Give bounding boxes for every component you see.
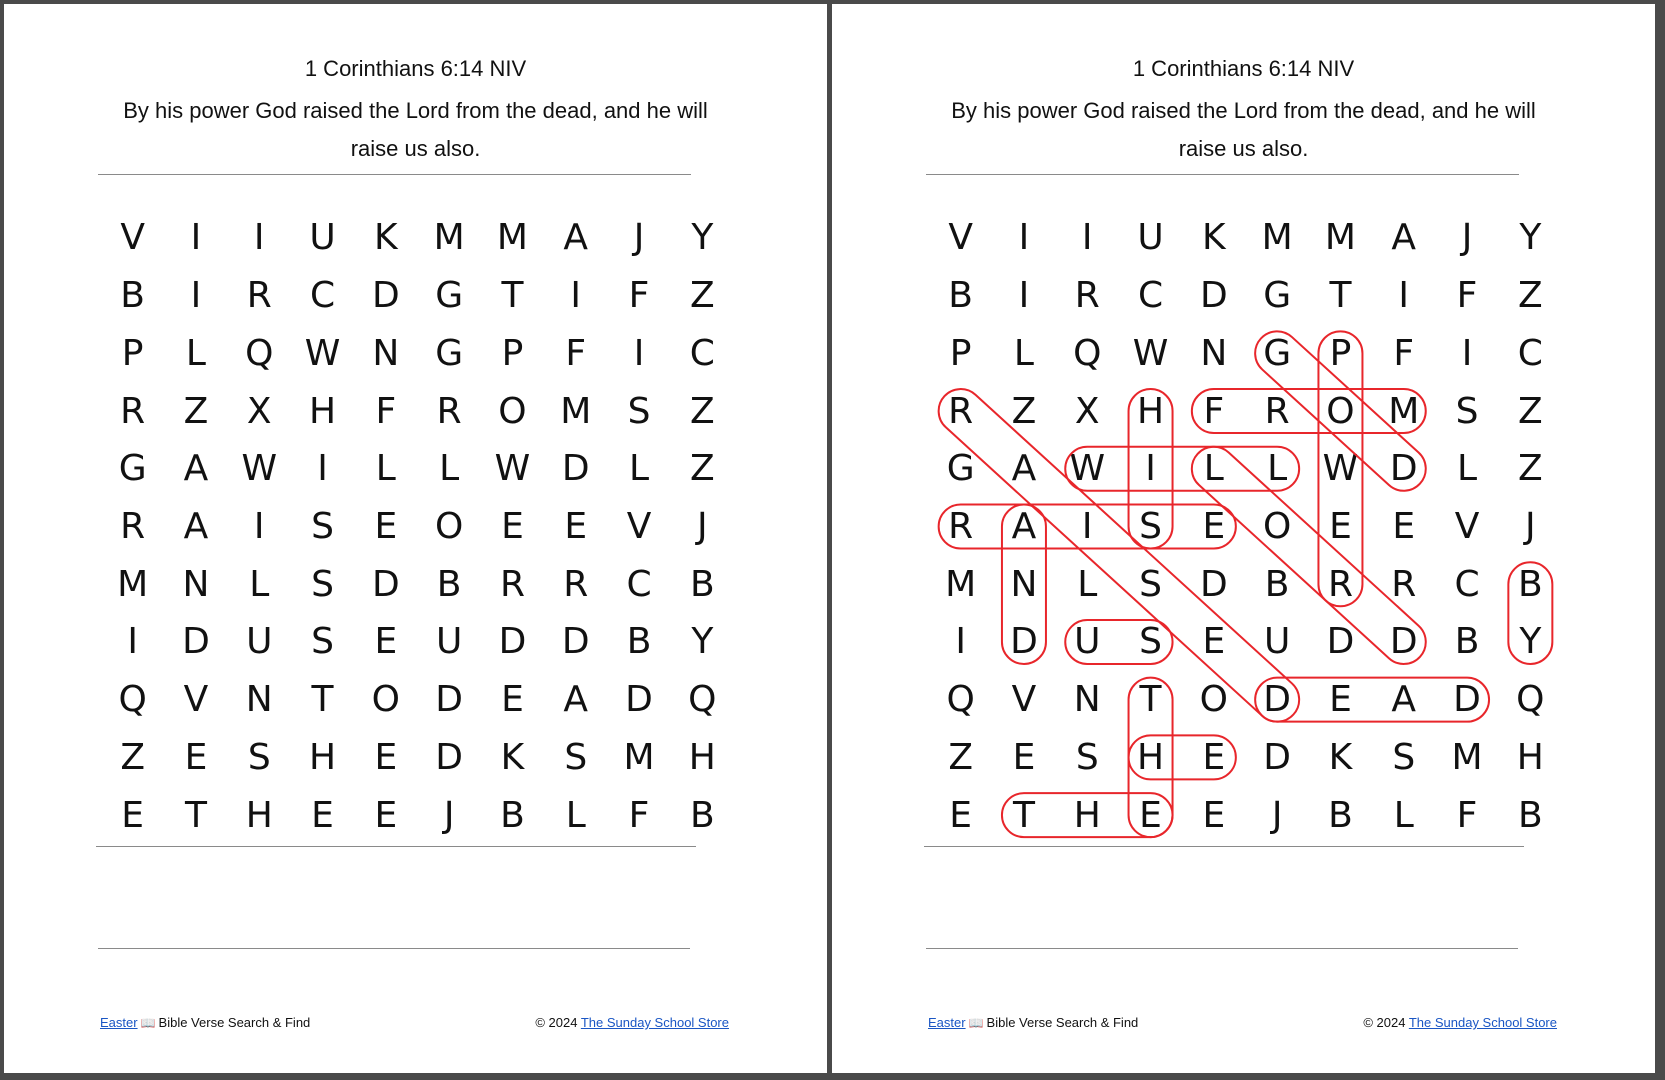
grid-letter: K bbox=[500, 736, 525, 778]
grid-letter: M bbox=[433, 217, 465, 259]
grid-letter: P bbox=[121, 332, 144, 374]
grid-letter: I bbox=[1145, 448, 1156, 490]
grid-letter: D bbox=[1199, 275, 1228, 317]
grid-letter: E bbox=[1329, 505, 1352, 547]
grid-letter: H bbox=[309, 736, 337, 778]
grid-letter: T bbox=[501, 275, 524, 317]
grid-letter: A bbox=[183, 505, 209, 547]
grid-letter: S bbox=[311, 563, 334, 605]
grid-letter: C bbox=[309, 275, 336, 317]
grid-letter: D bbox=[1199, 563, 1228, 605]
top-divider bbox=[98, 174, 691, 175]
grid-letter: F bbox=[565, 332, 587, 374]
grid-letter: E bbox=[1202, 794, 1226, 836]
grid-letter: J bbox=[1271, 794, 1283, 836]
grid-letter: D bbox=[1263, 679, 1291, 721]
grid-letter: I bbox=[570, 275, 582, 317]
grid-letter: G bbox=[118, 448, 147, 490]
grid-letter: E bbox=[374, 505, 398, 547]
grid-letter: S bbox=[311, 621, 334, 663]
grid-letter: Q bbox=[946, 679, 975, 721]
grid-letter: D bbox=[1389, 621, 1418, 663]
grid-letter: T bbox=[1012, 794, 1035, 836]
grid-letter: E bbox=[1392, 505, 1416, 547]
grid-letter: Z bbox=[183, 390, 209, 432]
grid-letter: F bbox=[1456, 794, 1478, 836]
grid-letter: E bbox=[1202, 621, 1226, 663]
grid-letter: E bbox=[1202, 736, 1226, 778]
grid-letter: R bbox=[120, 390, 146, 432]
grid-letter: R bbox=[1074, 275, 1100, 317]
grid-letter: D bbox=[1263, 736, 1291, 778]
grid-letter: D bbox=[371, 563, 400, 605]
copyright: © 2024 bbox=[1363, 1015, 1406, 1030]
grid-letter: W bbox=[241, 448, 278, 490]
grid-letter: Y bbox=[691, 621, 714, 663]
grid-letter: F bbox=[375, 390, 397, 432]
grid-letter: U bbox=[435, 621, 463, 663]
book-icon: 📖 bbox=[968, 1016, 984, 1030]
verse-text: By his power God raised the Lord from the dead, and he will raise us also. bbox=[951, 98, 1536, 161]
grid-letter: F bbox=[1393, 332, 1415, 374]
grid-letter: I bbox=[1081, 505, 1093, 547]
grid-letter: A bbox=[563, 679, 589, 721]
grid-letter: J bbox=[633, 217, 645, 259]
grid-letter: E bbox=[374, 736, 398, 778]
grid-letter: R bbox=[120, 505, 146, 547]
grid-letter: R bbox=[246, 275, 272, 317]
easter-link[interactable]: Easter bbox=[100, 1015, 138, 1030]
verse-reference: 1 Corinthians 6:14 NIV bbox=[1132, 56, 1355, 81]
grid-letter: H bbox=[1516, 736, 1544, 778]
grid-letter: A bbox=[563, 217, 589, 259]
grid-letter: N bbox=[1010, 563, 1038, 605]
grid-letter: E bbox=[564, 505, 588, 547]
grid-letter: L bbox=[1457, 448, 1478, 490]
grid-letter: S bbox=[1139, 505, 1162, 547]
easter-link[interactable]: Easter bbox=[928, 1015, 966, 1030]
grid-letter: W bbox=[1322, 448, 1359, 490]
puzzle-page bbox=[4, 4, 827, 1073]
grid-letter: P bbox=[1329, 332, 1352, 374]
grid-letter: D bbox=[498, 621, 527, 663]
grid-letter: J bbox=[1461, 217, 1473, 259]
grid-letter: N bbox=[182, 563, 210, 605]
grid-letter: I bbox=[317, 448, 328, 490]
grid-letter: E bbox=[1139, 794, 1162, 836]
grid-letter: B bbox=[689, 794, 715, 836]
top-divider bbox=[926, 174, 1519, 175]
grid-letter: R bbox=[436, 390, 462, 432]
grid-letter: L bbox=[1077, 563, 1098, 605]
grid-letter: E bbox=[501, 505, 524, 547]
grid-letter: Y bbox=[691, 217, 714, 259]
grid-letter: M bbox=[945, 563, 977, 605]
bottom-divider bbox=[96, 846, 696, 847]
footer-divider bbox=[98, 948, 690, 949]
grid-letter: J bbox=[443, 794, 455, 836]
grid-letter: E bbox=[311, 794, 334, 836]
grid-letter: F bbox=[1203, 390, 1225, 432]
grid-letter: R bbox=[499, 563, 525, 605]
grid-letter: U bbox=[246, 621, 273, 663]
grid-letter: Y bbox=[1519, 217, 1542, 259]
grid-letter: S bbox=[1392, 736, 1416, 778]
grid-letter: A bbox=[1391, 679, 1417, 721]
grid-letter: I bbox=[1461, 332, 1473, 374]
grid-letter: Z bbox=[120, 736, 145, 778]
grid-letter: D bbox=[435, 679, 463, 721]
grid-letter: W bbox=[1069, 448, 1106, 490]
grid-letter: S bbox=[1139, 563, 1162, 605]
grid-letter: S bbox=[1075, 736, 1099, 778]
grid-letter: N bbox=[372, 332, 400, 374]
grid-letter: I bbox=[1081, 217, 1093, 259]
grid-letter: H bbox=[245, 794, 273, 836]
grid-letter: K bbox=[1328, 736, 1353, 778]
grid-letter: L bbox=[629, 448, 650, 490]
grid-letter: R bbox=[1391, 563, 1417, 605]
grid-letter: I bbox=[253, 505, 265, 547]
grid-letter: X bbox=[1074, 390, 1100, 432]
grid-letter: R bbox=[1264, 390, 1290, 432]
grid-letter: S bbox=[1139, 621, 1162, 663]
grid-letter: R bbox=[1327, 563, 1353, 605]
grid-letter: C bbox=[626, 563, 652, 605]
grid-letter: S bbox=[627, 390, 651, 432]
grid-letter: L bbox=[375, 448, 396, 490]
grid-letter: B bbox=[1517, 563, 1543, 605]
grid-letter: C bbox=[1454, 563, 1480, 605]
grid-letter: E bbox=[374, 794, 398, 836]
grid-letter: H bbox=[1073, 794, 1101, 836]
grid-letter: G bbox=[435, 332, 464, 374]
grid-letter: A bbox=[1011, 448, 1037, 490]
grid-letter: U bbox=[1263, 621, 1291, 663]
grid-letter: L bbox=[1203, 448, 1224, 490]
grid-letter: U bbox=[1074, 621, 1101, 663]
grid-letter: G bbox=[1263, 275, 1292, 317]
grid-letter: V bbox=[1454, 505, 1480, 547]
grid-letter: B bbox=[689, 563, 715, 605]
grid-letter: V bbox=[626, 505, 652, 547]
grid-letter: Z bbox=[1518, 275, 1543, 317]
grid-letter: N bbox=[1073, 679, 1101, 721]
grid-letter: B bbox=[1264, 563, 1290, 605]
grid-letter: E bbox=[501, 679, 524, 721]
grid-letter: G bbox=[946, 448, 975, 490]
grid-letter: E bbox=[374, 621, 398, 663]
grid-letter: B bbox=[500, 794, 525, 836]
grid-letter: X bbox=[246, 390, 272, 432]
footer-divider bbox=[926, 948, 1518, 949]
grid-letter: I bbox=[1018, 217, 1030, 259]
footer-right bbox=[1363, 1015, 1557, 1030]
grid-letter: H bbox=[688, 736, 716, 778]
grid-letter: D bbox=[561, 448, 590, 490]
grid-letter: P bbox=[501, 332, 524, 374]
grid-letter: D bbox=[1389, 448, 1418, 490]
grid-letter: L bbox=[439, 448, 460, 490]
grid-letter: L bbox=[565, 794, 586, 836]
grid-letter: M bbox=[1388, 390, 1420, 432]
word-search-grid-solved bbox=[929, 209, 1562, 844]
grid-letter: M bbox=[1261, 217, 1293, 259]
grid-letter: O bbox=[1262, 505, 1292, 547]
grid-letter: V bbox=[1011, 679, 1037, 721]
grid-letter: R bbox=[563, 563, 589, 605]
word-search-grid bbox=[101, 209, 734, 844]
grid-letter: Q bbox=[1073, 332, 1102, 374]
grid-letter: K bbox=[374, 217, 398, 259]
grid-letter: V bbox=[948, 217, 973, 259]
grid-letter: F bbox=[1456, 275, 1478, 317]
grid-letter: T bbox=[311, 679, 334, 721]
footer-subtitle: Bible Verse Search & Find bbox=[986, 1015, 1139, 1030]
grid-letter: O bbox=[371, 679, 400, 721]
grid-letter: M bbox=[1324, 217, 1356, 259]
grid-letter: Q bbox=[118, 679, 147, 721]
grid-letter: B bbox=[1517, 794, 1543, 836]
verse-text: By his power God raised the Lord from the dead, and he will raise us also. bbox=[123, 98, 708, 161]
grid-letter: S bbox=[247, 736, 271, 778]
footer-left bbox=[928, 1015, 1138, 1030]
grid-letter: I bbox=[1398, 275, 1410, 317]
grid-letter: E bbox=[1329, 679, 1352, 721]
grid-letter: U bbox=[309, 217, 336, 259]
grid-letter: D bbox=[1453, 679, 1481, 721]
grid-letter: J bbox=[1525, 505, 1536, 547]
grid-letter: O bbox=[1326, 390, 1355, 432]
grid-letter: F bbox=[628, 794, 650, 836]
grid-letter: C bbox=[1137, 275, 1164, 317]
answer-key-page bbox=[832, 4, 1655, 1073]
grid-letter: M bbox=[117, 563, 149, 605]
grid-letter: V bbox=[120, 217, 145, 259]
grid-letter: O bbox=[498, 390, 527, 432]
grid-letter: R bbox=[948, 505, 974, 547]
grid-letter: Z bbox=[1011, 390, 1037, 432]
grid-letter: G bbox=[1263, 332, 1292, 374]
book-icon: 📖 bbox=[140, 1016, 156, 1030]
grid-letter: Q bbox=[688, 679, 717, 721]
grid-letter: D bbox=[435, 736, 463, 778]
grid-letter: T bbox=[1139, 679, 1162, 721]
grid-letter: Z bbox=[690, 448, 715, 490]
grid-letter: D bbox=[561, 621, 590, 663]
bottom-divider bbox=[924, 846, 1524, 847]
grid-letter: H bbox=[309, 390, 337, 432]
grid-letter: T bbox=[184, 794, 207, 836]
grid-letter: M bbox=[496, 217, 528, 259]
grid-letter: S bbox=[311, 505, 334, 547]
grid-letter: B bbox=[120, 275, 145, 317]
grid-letter: B bbox=[948, 275, 973, 317]
grid-letter: E bbox=[184, 736, 208, 778]
grid-letter: Q bbox=[1516, 679, 1545, 721]
grid-letter: H bbox=[1137, 390, 1165, 432]
grid-letter: W bbox=[1132, 332, 1169, 374]
grid-letter: V bbox=[183, 679, 209, 721]
store-link[interactable]: The Sunday School Store bbox=[1408, 1015, 1557, 1030]
grid-letter: S bbox=[1455, 390, 1479, 432]
grid-letter: G bbox=[435, 275, 464, 317]
grid-letter: I bbox=[127, 621, 138, 663]
grid-letter: N bbox=[245, 679, 273, 721]
grid-letter: M bbox=[560, 390, 592, 432]
grid-letter: D bbox=[182, 621, 210, 663]
grid-letter: T bbox=[1329, 275, 1352, 317]
grid-letter: E bbox=[1012, 736, 1036, 778]
grid-letter: L bbox=[1267, 448, 1288, 490]
grid-letter: W bbox=[494, 448, 531, 490]
grid-letter: O bbox=[1199, 679, 1228, 721]
grid-letter: L bbox=[249, 563, 270, 605]
grid-letter: M bbox=[623, 736, 655, 778]
grid-letter: L bbox=[1013, 332, 1034, 374]
grid-letter: D bbox=[1326, 621, 1355, 663]
grid-letter: D bbox=[625, 679, 653, 721]
grid-letter: C bbox=[1517, 332, 1543, 374]
grid-letter: N bbox=[1200, 332, 1228, 374]
footer-left bbox=[100, 1015, 310, 1030]
grid-letter: A bbox=[1011, 505, 1037, 547]
grid-letter: E bbox=[1202, 505, 1226, 547]
grid-letter: J bbox=[697, 505, 708, 547]
grid-letter: D bbox=[1010, 621, 1038, 663]
grid-letter: B bbox=[436, 563, 462, 605]
grid-letter: I bbox=[1018, 275, 1030, 317]
grid-letter: Z bbox=[690, 275, 715, 317]
grid-letter: Y bbox=[1519, 621, 1542, 663]
grid-letter: B bbox=[1328, 794, 1353, 836]
verse-reference: 1 Corinthians 6:14 NIV bbox=[304, 56, 527, 81]
grid-letter: R bbox=[948, 390, 974, 432]
grid-letter: U bbox=[1137, 217, 1164, 259]
grid-letter: F bbox=[628, 275, 650, 317]
grid-letter: O bbox=[434, 505, 464, 547]
grid-letter: M bbox=[1451, 736, 1483, 778]
grid-letter: A bbox=[1391, 217, 1417, 259]
grid-letter: D bbox=[371, 275, 400, 317]
store-link[interactable]: The Sunday School Store bbox=[580, 1015, 729, 1030]
grid-letter: C bbox=[689, 332, 715, 374]
grid-letter: A bbox=[183, 448, 209, 490]
copyright: © 2024 bbox=[535, 1015, 578, 1030]
grid-letter: Z bbox=[948, 736, 973, 778]
grid-letter: B bbox=[1454, 621, 1480, 663]
grid-letter: H bbox=[1137, 736, 1165, 778]
grid-letter: I bbox=[955, 621, 966, 663]
grid-letter: Z bbox=[1518, 390, 1543, 432]
grid-letter: S bbox=[564, 736, 588, 778]
grid-letter: Q bbox=[245, 332, 274, 374]
footer-right bbox=[535, 1015, 729, 1030]
grid-letter: L bbox=[185, 332, 206, 374]
grid-letter: P bbox=[949, 332, 972, 374]
grid-letter: I bbox=[633, 332, 645, 374]
footer-subtitle: Bible Verse Search & Find bbox=[158, 1015, 311, 1030]
grid-letter: I bbox=[190, 217, 202, 259]
grid-letter: L bbox=[1393, 794, 1414, 836]
grid-letter: Z bbox=[1518, 448, 1543, 490]
grid-letter: I bbox=[253, 217, 265, 259]
grid-letter: E bbox=[949, 794, 973, 836]
grid-letter: K bbox=[1202, 217, 1226, 259]
grid-letter: I bbox=[190, 275, 202, 317]
grid-letter: W bbox=[304, 332, 341, 374]
grid-letter: E bbox=[121, 794, 145, 836]
grid-letter: Z bbox=[690, 390, 715, 432]
grid-letter: B bbox=[626, 621, 652, 663]
